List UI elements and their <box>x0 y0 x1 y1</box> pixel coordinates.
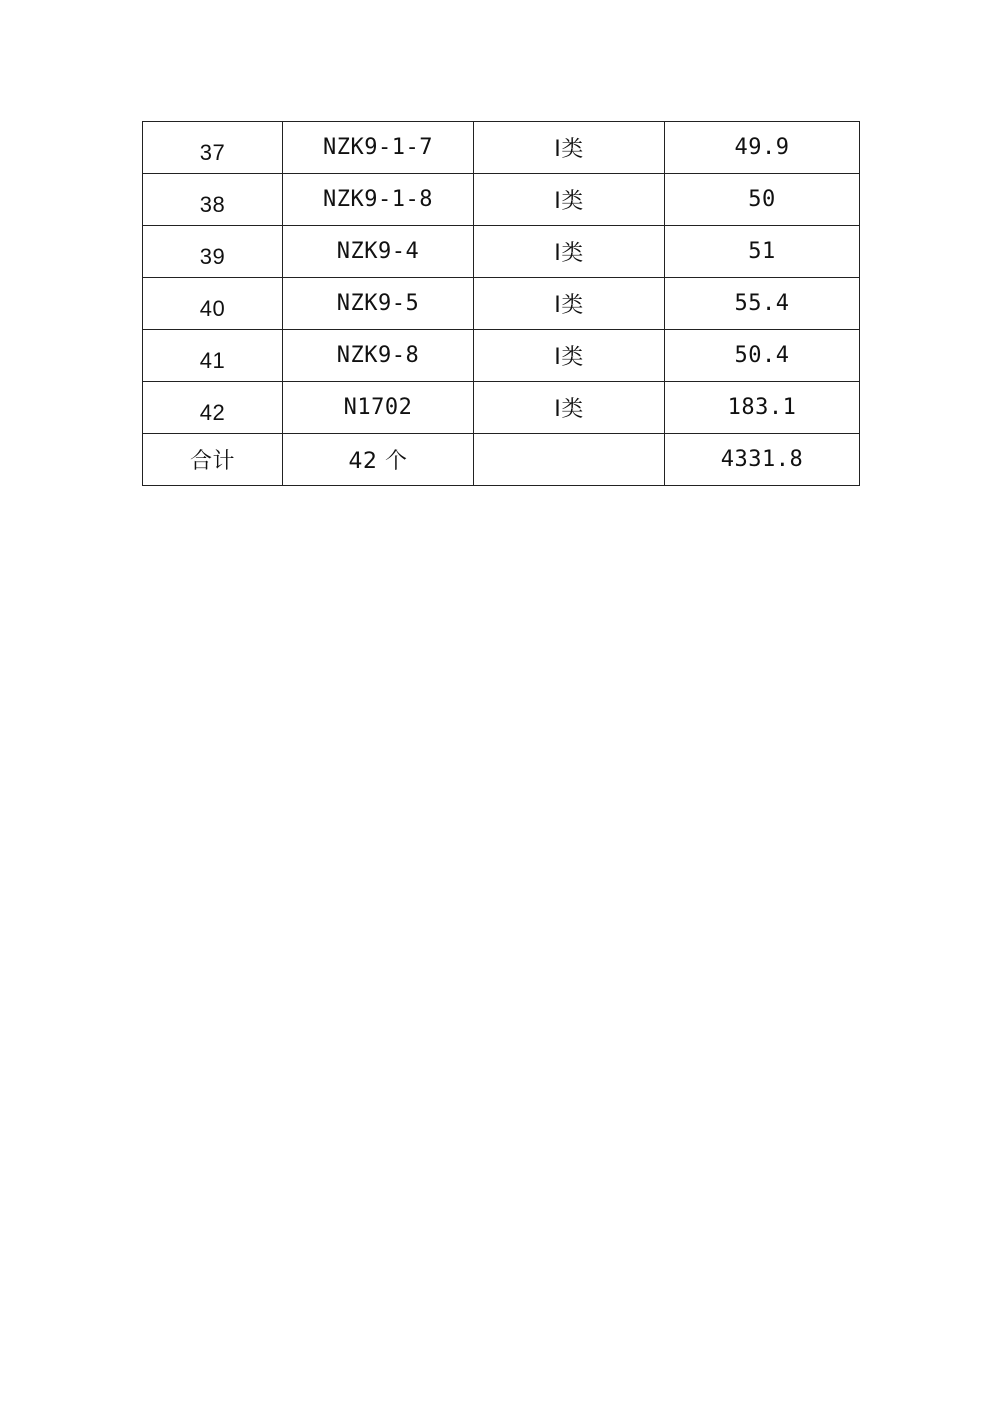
table-row <box>143 382 860 434</box>
code-cell: NZK9-1-8 <box>283 174 474 226</box>
table-row <box>143 278 860 330</box>
total-count-cell: 42 个 <box>283 434 474 486</box>
total-value-cell: 4331.8 <box>665 434 860 486</box>
row-number-cell <box>143 278 283 330</box>
category-cell: Ⅰ类 <box>474 330 665 382</box>
row-number: 41 <box>199 347 226 373</box>
row-number: 37 <box>199 139 226 165</box>
value-cell: 183.1 <box>665 382 860 434</box>
row-number-cell <box>143 382 283 434</box>
value-cell: 50.4 <box>665 330 860 382</box>
total-row <box>143 434 860 486</box>
value-cell: 49.9 <box>665 122 860 174</box>
row-number: 38 <box>199 191 226 217</box>
code-cell: NZK9-5 <box>283 278 474 330</box>
table-row <box>143 226 860 278</box>
category-cell: Ⅰ类 <box>474 226 665 278</box>
row-number: 42 <box>199 399 226 425</box>
row-number-cell <box>143 122 283 174</box>
value-cell: 51 <box>665 226 860 278</box>
total-label-cell: 合计 <box>143 434 283 486</box>
code-cell: N1702 <box>283 382 474 434</box>
category-cell: Ⅰ类 <box>474 122 665 174</box>
total-category-cell <box>474 434 665 486</box>
row-number-cell <box>143 174 283 226</box>
code-cell: NZK9-8 <box>283 330 474 382</box>
table-row <box>143 174 860 226</box>
data-table <box>142 121 860 486</box>
category-cell: Ⅰ类 <box>474 278 665 330</box>
row-number: 39 <box>199 243 226 269</box>
code-cell: NZK9-1-7 <box>283 122 474 174</box>
value-cell: 50 <box>665 174 860 226</box>
row-number-cell <box>143 226 283 278</box>
category-cell: Ⅰ类 <box>474 382 665 434</box>
table-row <box>143 330 860 382</box>
code-cell: NZK9-4 <box>283 226 474 278</box>
value-cell: 55.4 <box>665 278 860 330</box>
row-number: 40 <box>199 295 226 321</box>
row-number-cell <box>143 330 283 382</box>
category-cell: Ⅰ类 <box>474 174 665 226</box>
table-row <box>143 122 860 174</box>
